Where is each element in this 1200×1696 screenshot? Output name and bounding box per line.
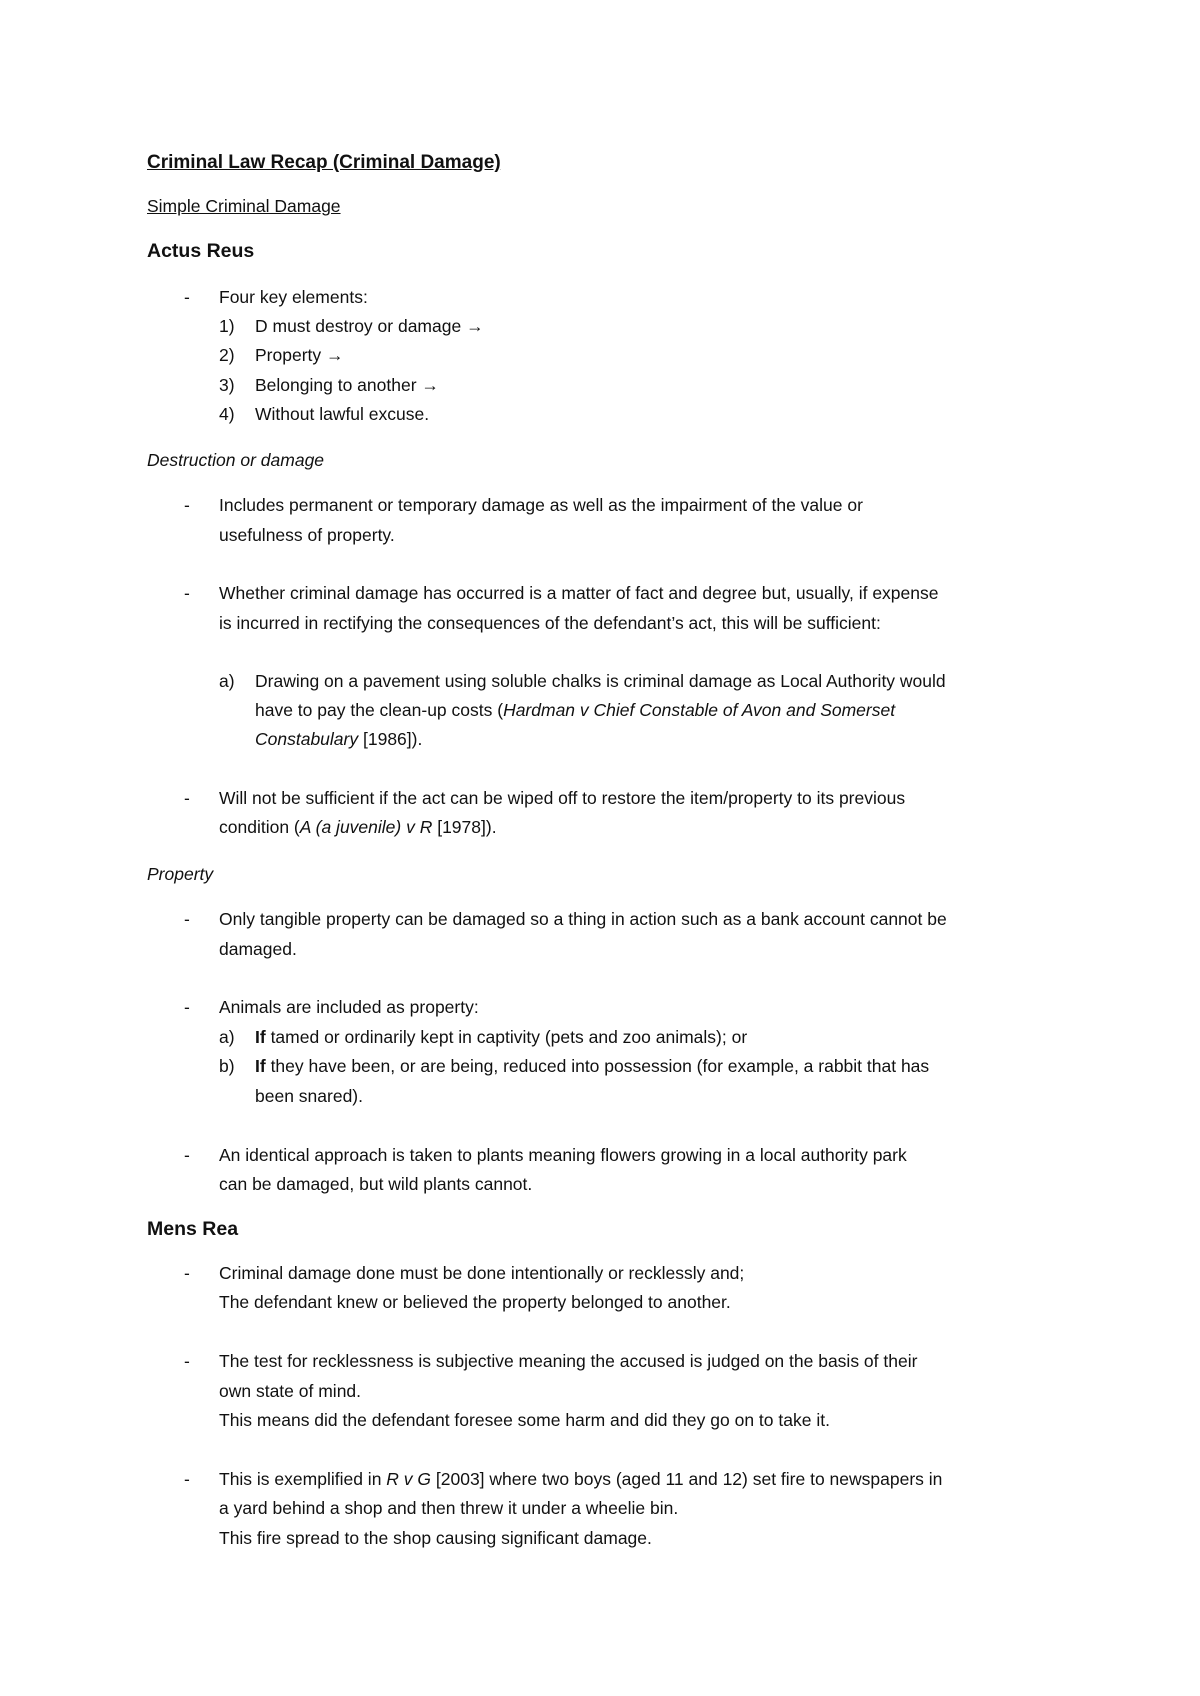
bullet-dash: - (184, 1145, 190, 1165)
paragraph-line: Whether criminal damage has occurred is a matter of fact and degree but, usually, if expense (219, 583, 939, 603)
bullet-dash: - (184, 1351, 190, 1371)
bullet-dash: - (184, 1469, 190, 1489)
sub-item-letter: b) (219, 1056, 235, 1076)
paragraph-line: The defendant knew or believed the property belonged to another. (219, 1292, 731, 1312)
paragraph-line: An identical approach is taken to plants meaning flowers growing in a local authority park (219, 1145, 907, 1165)
section-subtitle: Simple Criminal Damage (147, 196, 341, 216)
case-citation: A (a juvenile) v R (299, 817, 433, 837)
paragraph-line: been snared). (255, 1086, 363, 1106)
sub-item-letter: a) (219, 1027, 235, 1047)
bullet-dash: - (184, 287, 190, 307)
element-text: Belonging to another → (255, 375, 439, 395)
paragraph-line: Animals are included as property: (219, 997, 479, 1017)
arrow-icon: → (326, 345, 344, 365)
paragraph-line: damaged. (219, 939, 297, 959)
arrow-icon: → (421, 375, 439, 395)
arrow-icon: → (466, 316, 484, 336)
bullet-dash: - (184, 495, 190, 515)
paragraph-line: condition (A (a juvenile) v R [1978]). (219, 817, 497, 837)
paragraph-line: usefulness of property. (219, 525, 395, 545)
element-number: 3) (219, 375, 235, 395)
paragraph-line: This means did the defendant foresee some harm and did they go on to take it. (219, 1410, 830, 1430)
paragraph-line: Includes permanent or temporary damage as well as the impairment of the value or (219, 495, 863, 515)
element-text: D must destroy or damage → (255, 316, 484, 336)
paragraph-line: Only tangible property can be damaged so a thing in action such as a bank account cannot be (219, 909, 947, 929)
paragraph-line: have to pay the clean-up costs (Hardman v Chief Constable of Avon and Somerset (255, 700, 896, 720)
heading-mens-rea: Mens Rea (147, 1218, 239, 1240)
paragraph-line: If they have been, or are being, reduced into possession (for example, a rabbit that has (255, 1056, 930, 1076)
sub-item-letter: a) (219, 671, 235, 691)
case-citation: R v G (386, 1469, 432, 1489)
element-text: Without lawful excuse. (255, 404, 430, 424)
paragraph-line: If tamed or ordinarily kept in captivity (pets and zoo animals); or (255, 1027, 748, 1047)
element-number: 1) (219, 316, 235, 336)
paragraph-line: can be damaged, but wild plants cannot. (219, 1174, 533, 1194)
paragraph-line: This is exemplified in R v G [2003] where two boys (aged 11 and 12) set fire to newspapers in (219, 1469, 943, 1489)
bullet-dash: - (184, 909, 190, 929)
subheading-destruction: Destruction or damage (147, 450, 325, 470)
paragraph-line: own state of mind. (219, 1381, 362, 1401)
bullet-dash: - (184, 1263, 190, 1283)
element-text: Property → (255, 345, 344, 365)
document-title: Criminal Law Recap (Criminal Damage) (147, 152, 501, 173)
paragraph-line: Drawing on a pavement using soluble chalks is criminal damage as Local Authority would (255, 671, 946, 691)
paragraph-line: The test for recklessness is subjective meaning the accused is judged on the basis of their (219, 1351, 918, 1371)
case-citation: Hardman v Chief Constable of Avon and Somerset (503, 700, 896, 720)
bullet-dash: - (184, 583, 190, 603)
heading-actus-reus: Actus Reus (147, 240, 255, 262)
case-citation: Constabulary (255, 729, 359, 749)
element-number: 2) (219, 345, 235, 365)
element-number: 4) (219, 404, 235, 424)
paragraph-line: Criminal damage done must be done intentionally or recklessly and; (219, 1263, 745, 1283)
paragraph-line: Constabulary [1986]). (255, 729, 423, 749)
bullet-dash: - (184, 788, 190, 808)
paragraph-line: This fire spread to the shop causing significant damage. (219, 1528, 652, 1548)
paragraph-line: is incurred in rectifying the consequences of the defendant’s act, this will be sufficient: (219, 613, 881, 633)
bullet-dash: - (184, 997, 190, 1017)
subheading-property: Property (147, 864, 214, 884)
elements-intro: Four key elements: (219, 287, 368, 307)
paragraph-line: a yard behind a shop and then threw it under a wheelie bin. (219, 1498, 679, 1518)
paragraph-line: Will not be sufficient if the act can be wiped off to restore the item/property to its previous (219, 788, 906, 808)
